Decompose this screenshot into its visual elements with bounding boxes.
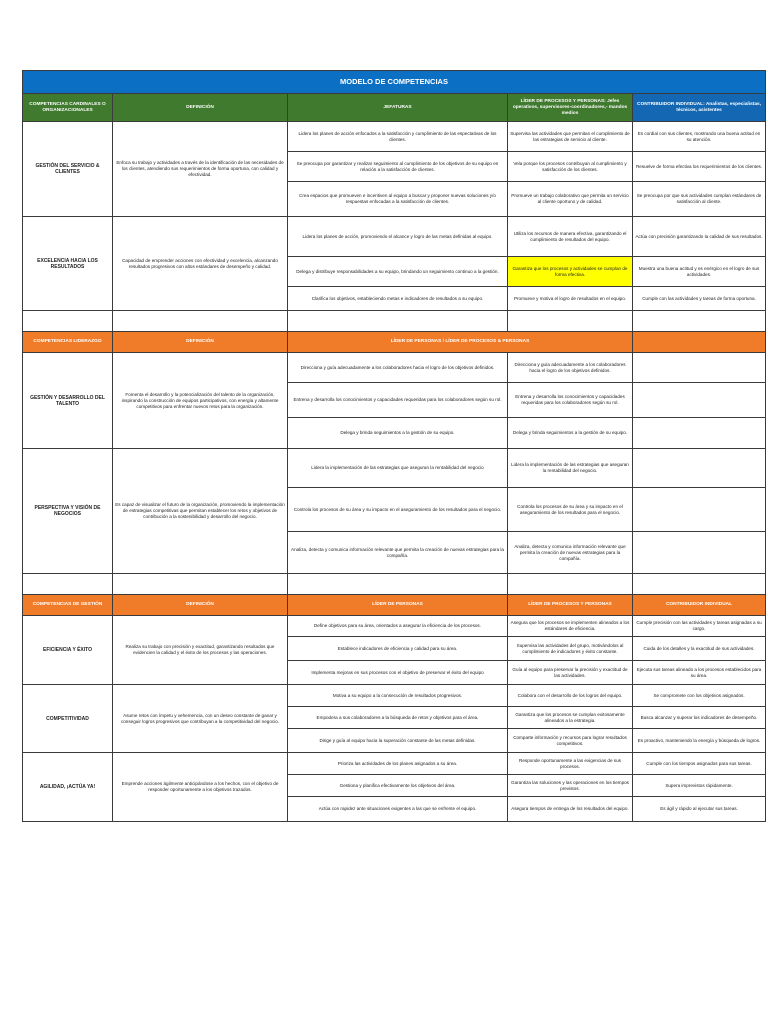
behavior-contribuidor: Supera imprevistos rápidamente. — [633, 775, 766, 797]
header-lider-procesos-personas: LÍDER DE PROCESOS Y PERSONAS: Jefes operativos, supervisores-coordinadores,- mandos medios — [508, 94, 633, 122]
behavior-lider-procesos: Garantiza las soluciones y las operaciones en los tiempos previstos. — [508, 775, 633, 797]
behavior-lider-highlighted: Garantiza que los procesos y actividades se cumplan de forma efectiva. — [508, 257, 633, 287]
behavior-lider-procesos: Analiza, detecta y comunica información relevante que permita la creación de nuevas estrategias para la compañía. — [508, 532, 633, 574]
competency-name: EXCELENCIA HACIA LOS RESULTADOS — [23, 217, 113, 311]
behavior-empty — [633, 353, 766, 383]
behavior-contribuidor: Muestra una buena actitud y es enérgico en el logro de sus actividades. — [633, 257, 766, 287]
competency-table — [22, 70, 766, 822]
competency-definition: Enfoca su trabajo y actividades a través de la identificación de las necesidades de los clientes, atendiendo sus requerimientos de forma oportuna, con calidad y efectividad. — [113, 122, 288, 217]
competency-name: GESTIÓN DEL SERVICIO & CLIENTES — [23, 122, 113, 217]
behavior-lider-personas: Establece indicadores de eficiencia y calidad para su área. — [288, 637, 508, 661]
header-contribuidor-individual: CONTRIBUIDOR INDIVIDUAL: Analistas, especialistas, técnicos, asistentes — [633, 94, 766, 122]
behavior-lider-procesos: Entrena y desarrolla los conocimientos y capacidades requeridas para los colaboradores según su rol. — [508, 383, 633, 418]
competency-name: GESTIÓN Y DESARROLLO DEL TALENTO — [23, 353, 113, 449]
behavior-jefaturas: Se preocupa por garantizar y realizar seguimiento al cumplimiento de los objetivos de su equipo en relación a la satisfacción de clientes. — [288, 152, 508, 182]
spacer-row — [23, 574, 766, 595]
behavior-contribuidor: Ejecuta sus tareas alineado a los procesos establecidos para su área. — [633, 661, 766, 685]
behavior-lider-procesos: Supervisa las actividades del grupo, motivándolos al cumplimiento de indicadores y éxito constante. — [508, 637, 633, 661]
behavior-lider-personas: Dirige y guía al equipo hacia la superación constante de las metas definidas. — [288, 729, 508, 753]
sheet-title: MODELO DE COMPETENCIAS — [23, 71, 766, 94]
behavior-contribuidor: Es proactivo, manteniendo la energía y búsqueda de logros. — [633, 729, 766, 753]
competency-definition: Es capaz de visualizar el futuro de la organización, promoviendo la implementación de estrategias competitivas que permitan establecer los retos y objetivos de contribución a la sostenibilidad y desarrollo del negocio. — [113, 449, 288, 574]
header-lider-personas: LÍDER DE PERSONAS — [288, 595, 508, 616]
behavior-lider: Supervisa las actividades que permitan el cumplimiento de las estrategias de servicio al cliente. — [508, 122, 633, 152]
competency-definition: Emprende acciones ágilmente anticipándose a los hechos, con el objetivo de responder oportunamente a los objetivos trazados. — [113, 753, 288, 822]
behavior-lider-personas: Gestiona y planifica efectivamente los objetivos del área. — [288, 775, 508, 797]
behavior-contribuidor: Cumple con las actividades y tareas de forma oportuna. — [633, 287, 766, 311]
header-competencias-gestion: COMPETENCIAS DE GESTIÓN — [23, 595, 113, 616]
behavior-contribuidor: Cumple precisión con las actividades y tareas asignadas a su cargo. — [633, 616, 766, 637]
behavior-lider: Promueve un trabajo colaborativo que permita un servicio al cliente oportuno y de calidad. — [508, 182, 633, 217]
behavior-lider-personas: Delega y brinda seguimientos a la gestión de su equipo. — [288, 418, 508, 449]
header-competencias-liderazgo: COMPETENCIAS LIDERAZGO — [23, 332, 113, 353]
behavior-contribuidor: Cuida de los detalles y la exactitud de sus actividades. — [633, 637, 766, 661]
behavior-lider-personas: Define objetivos para su área, orientados a asegurar la eficiencia de los procesos. — [288, 616, 508, 637]
behavior-empty — [633, 449, 766, 488]
behavior-contribuidor: Busca alcanzar y superar los indicadores de desempeño. — [633, 707, 766, 729]
behavior-contribuidor: Es ágil y rápido al ejecutar sus tareas. — [633, 797, 766, 822]
competency-sheet — [22, 70, 765, 822]
behavior-lider-procesos: Guía al equipo para preservar la precisión y exactitud de las actividades. — [508, 661, 633, 685]
competency-name: COMPETITIVIDAD — [23, 685, 113, 753]
header-competencias-cardinales: COMPETENCIAS CARDINALES O ORGANIZACIONALES — [23, 94, 113, 122]
behavior-lider: Vela porque los procesos contribuyan al cumplimiento y satisfacción de los clientes. — [508, 152, 633, 182]
competency-definition: Asume retos con ímpetu y vehemencia, con un deseo constante de ganar y conseguir logros progresivos que contribuyan a la competitividad del negocio. — [113, 685, 288, 753]
behavior-contribuidor: Se compromete con los objetivos asignados. — [633, 685, 766, 707]
behavior-empty — [633, 532, 766, 574]
behavior-lider-personas: Direcciona y guía adecuadamente a los colaboradores hacia el logro de los objetivos definidos. — [288, 353, 508, 383]
behavior-lider-procesos: Direcciona y guía adecuadamente a los colaboradores hacia el logro de los objetivos definidos. — [508, 353, 633, 383]
competency-name: PERSPECTIVA Y VISIÓN DE NEGOCIOS — [23, 449, 113, 574]
competency-definition: Capacidad de emprender acciones con efectividad y excelencia, alcanzando resultados progresivos con altos estándares de desempeño y calidad. — [113, 217, 288, 311]
spacer-row — [23, 311, 766, 332]
behavior-lider-personas: Motiva a su equipo a la consecución de resultados progresivos. — [288, 685, 508, 707]
header-definicion: DEFINICIÓN — [113, 94, 288, 122]
behavior-jefaturas: Crea espacios que promueven e incentiven al equipo a buscar y proponer nuevas soluciones y/o respuestas enfocadas a la satisfacción de clientes. — [288, 182, 508, 217]
behavior-lider-procesos: Garantiza que los procesos se cumplan exitosamente alineados a la estrategia. — [508, 707, 633, 729]
behavior-contribuidor: Actúa con precisión garantizando la calidad de sus resultados. — [633, 217, 766, 257]
behavior-jefaturas: Clarifica los objetivos, estableciendo metas e indicadores de resultados a su equipo. — [288, 287, 508, 311]
behavior-lider-procesos: Responde oportunamente a las exigencias de sus procesos. — [508, 753, 633, 775]
behavior-contribuidor: Cumple con los tiempos asignados para sus tareas. — [633, 753, 766, 775]
behavior-lider-procesos: Delega y brinda seguimientos a la gestión de su equipo. — [508, 418, 633, 449]
header-definicion: DEFINICIÓN — [113, 595, 288, 616]
behavior-jefaturas: Lidera los planes de acción, promoviendo el alcance y logro de las metas definidas al equipo. — [288, 217, 508, 257]
behavior-lider-personas: Lidera la implementación de las estrategias que aseguran la rentabilidad del negocio — [288, 449, 508, 488]
behavior-lider: Promueve y motiva el logro de resultados en el equipo. — [508, 287, 633, 311]
behavior-empty — [633, 383, 766, 418]
behavior-empty — [633, 488, 766, 532]
behavior-lider-personas: Empodera a sus colaboradores a la búsqueda de retos y objetivos para el área. — [288, 707, 508, 729]
behavior-lider-procesos: Comparte información y recursos para lograr resultados competitivos. — [508, 729, 633, 753]
behavior-lider: Utiliza los recursos de manera efectiva, garantizando el cumplimiento de resultados del equipo. — [508, 217, 633, 257]
behavior-empty — [633, 418, 766, 449]
behavior-lider-personas: Analiza, detecta y comunica información relevante que permita la creación de nuevas estrategias para la compañía. — [288, 532, 508, 574]
behavior-jefaturas: Delega y distribuye responsabilidades a su equipo, brindando un seguimiento continuo a la gestión. — [288, 257, 508, 287]
behavior-lider-procesos: Asegura tiempos de entrega de los resultados del equipo. — [508, 797, 633, 822]
competency-definition: Realiza su trabajo con precisión y exactitud, garantizando resultados que evidencien la calidad y el éxito de los procesos y las operaciones. — [113, 616, 288, 685]
competency-definition: Fomenta el desarrollo y la potencialización del talento de la organización, inspirando la construcción de equipos participativos, con energía y altamente competitivos para enfrentar nuevos retos para la organización. — [113, 353, 288, 449]
behavior-lider-personas: Actúa con rapidez ante situaciones exigentes a las que se enfrente el equipo. — [288, 797, 508, 822]
behavior-lider-personas: Implementa mejoras en sus procesos con el objetivo de preservar el éxito del equipo — [288, 661, 508, 685]
competency-name: EFICIENCIA Y ÉXITO — [23, 616, 113, 685]
behavior-contribuidor: Es cordial con sus clientes, mostrando una buena actitud en su atención. — [633, 122, 766, 152]
behavior-lider-procesos: Lidera la implementación de las estrategias que aseguran la rentabilidad del negocio. — [508, 449, 633, 488]
behavior-lider-procesos: Controla los procesos de su área y su impacto en el aseguramiento de los resultados para el negocio. — [508, 488, 633, 532]
behavior-lider-personas: Entrena y desarrolla los conocimientos y capacidades requeridas para los colaboradores según su rol. — [288, 383, 508, 418]
header-jefaturas: JEFATURAS — [288, 94, 508, 122]
behavior-lider-procesos: Colabora con el desarrollo de los logros del equipo. — [508, 685, 633, 707]
behavior-contribuidor: Se preocupa por que sus actividades cumplan estándares de satisfacción al cliente. — [633, 182, 766, 217]
behavior-lider-personas: Controla los procesos de su área y su impacto en el aseguramiento de los resultados para el negocio. — [288, 488, 508, 532]
header-lider-personas-procesos: LÍDER DE PERSONAS / LÍDER DE PROCESOS & PERSONAS — [288, 332, 633, 353]
competency-name: AGILIDAD, ¡ACTÚA YA! — [23, 753, 113, 822]
behavior-lider-personas: Prioriza las actividades de los planes asignados a su área. — [288, 753, 508, 775]
header-lider-procesos-personas: LÍDER DE PROCESOS Y PERSONAS — [508, 595, 633, 616]
behavior-lider-procesos: Asegura que los procesos se implementen alineados a los estándares de eficiencia. — [508, 616, 633, 637]
behavior-jefaturas: Lidera los planes de acción enfocados a la satisfacción y cumplimiento de las espectativas de los clientes. — [288, 122, 508, 152]
header-definicion: DEFINICIÓN — [113, 332, 288, 353]
header-contribuidor-individual: CONTRIBUIDOR INDIVIDUAL — [633, 595, 766, 616]
behavior-contribuidor: Resuelve de forma efectiva los requerimientos de los clientes. — [633, 152, 766, 182]
